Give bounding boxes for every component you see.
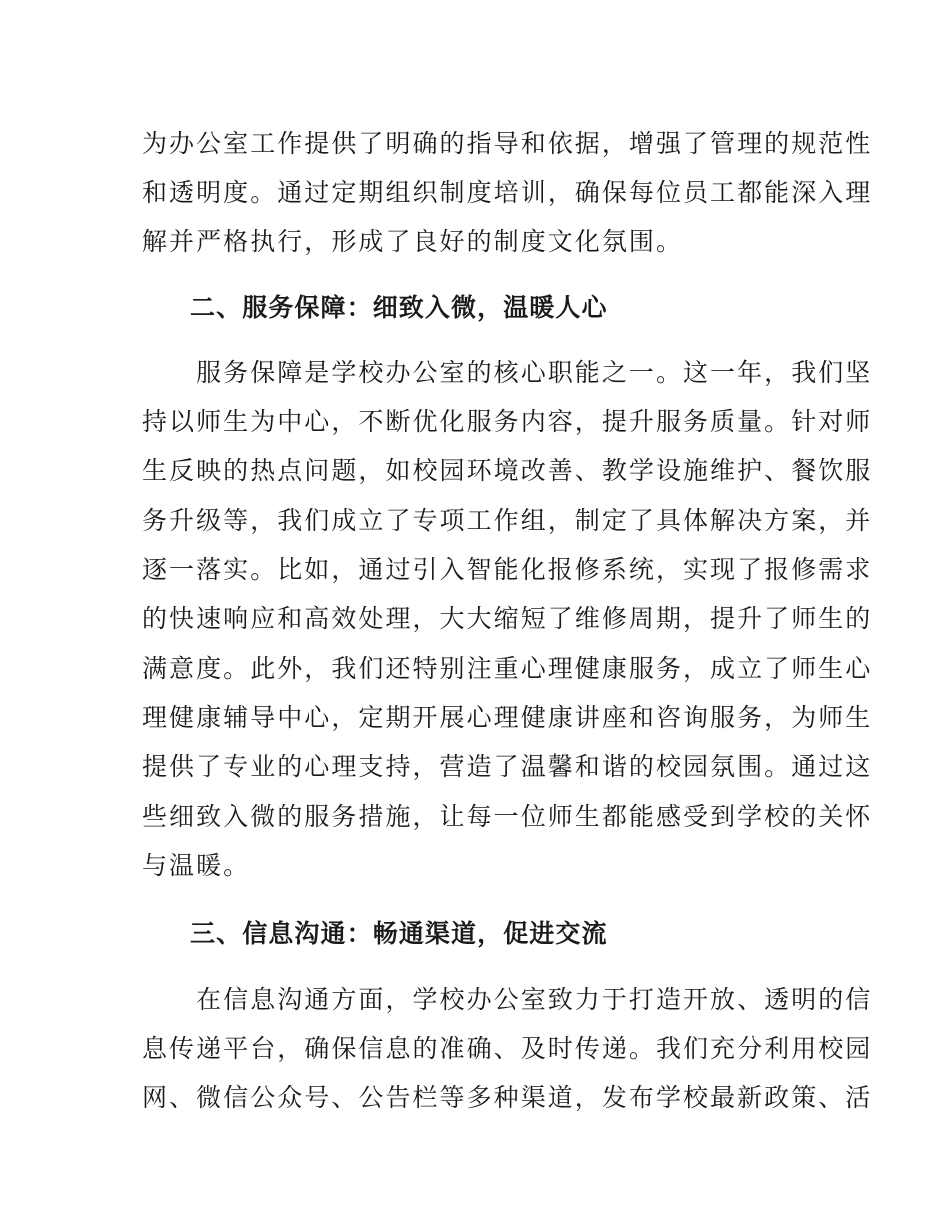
- paragraph-line: 与温暖。: [142, 851, 251, 880]
- paragraph-line: 务升级等，我们成立了专项工作组，制定了具体解决方案，并: [142, 506, 873, 535]
- paragraph-line: 服务保障是学校办公室的核心职能之一。这一年，我们坚: [142, 358, 873, 387]
- paragraph-line: 网、微信公众号、公告栏等多种渠道，发布学校最新政策、活: [142, 1083, 873, 1112]
- paragraph-line: 生反映的热点问题，如校园环境改善、教学设施维护、餐饮服: [142, 456, 873, 485]
- paragraph-line: 息传递平台，确保信息的准确、及时传递。我们充分利用校园: [142, 1034, 873, 1063]
- paragraph-line: 持以师生为中心，不断优化服务内容，提升服务质量。针对师: [142, 407, 873, 436]
- section-heading: 三、信息沟通：畅通渠道，促进交流: [190, 919, 608, 948]
- paragraph-line: 和透明度。通过定期组织制度培训，确保每位员工都能深入理: [142, 178, 873, 207]
- paragraph-line: 些细致入微的服务措施，让每一位师生都能感受到学校的关怀: [142, 802, 873, 831]
- paragraph-line: 理健康辅导中心，定期开展心理健康讲座和咨询服务，为师生: [142, 703, 873, 732]
- paragraph-line: 为办公室工作提供了明确的指导和依据，增强了管理的规范性: [142, 129, 873, 158]
- paragraph-line: 解并严格执行，形成了良好的制度文化氛围。: [142, 227, 684, 256]
- paragraph-line: 逐一落实。比如，通过引入智能化报修系统，实现了报修需求: [142, 555, 873, 584]
- section-heading: 二、服务保障：细致入微，温暖人心: [190, 293, 608, 322]
- paragraph-line: 提供了专业的心理支持，营造了温馨和谐的校园氛围。通过这: [142, 752, 873, 781]
- paragraph-line: 在信息沟通方面，学校办公室致力于打造开放、透明的信: [142, 985, 873, 1014]
- paragraph-line: 的快速响应和高效处理，大大缩短了维修周期，提升了师生的: [142, 604, 873, 633]
- paragraph-line: 满意度。此外，我们还特别注重心理健康服务，成立了师生心: [142, 654, 873, 683]
